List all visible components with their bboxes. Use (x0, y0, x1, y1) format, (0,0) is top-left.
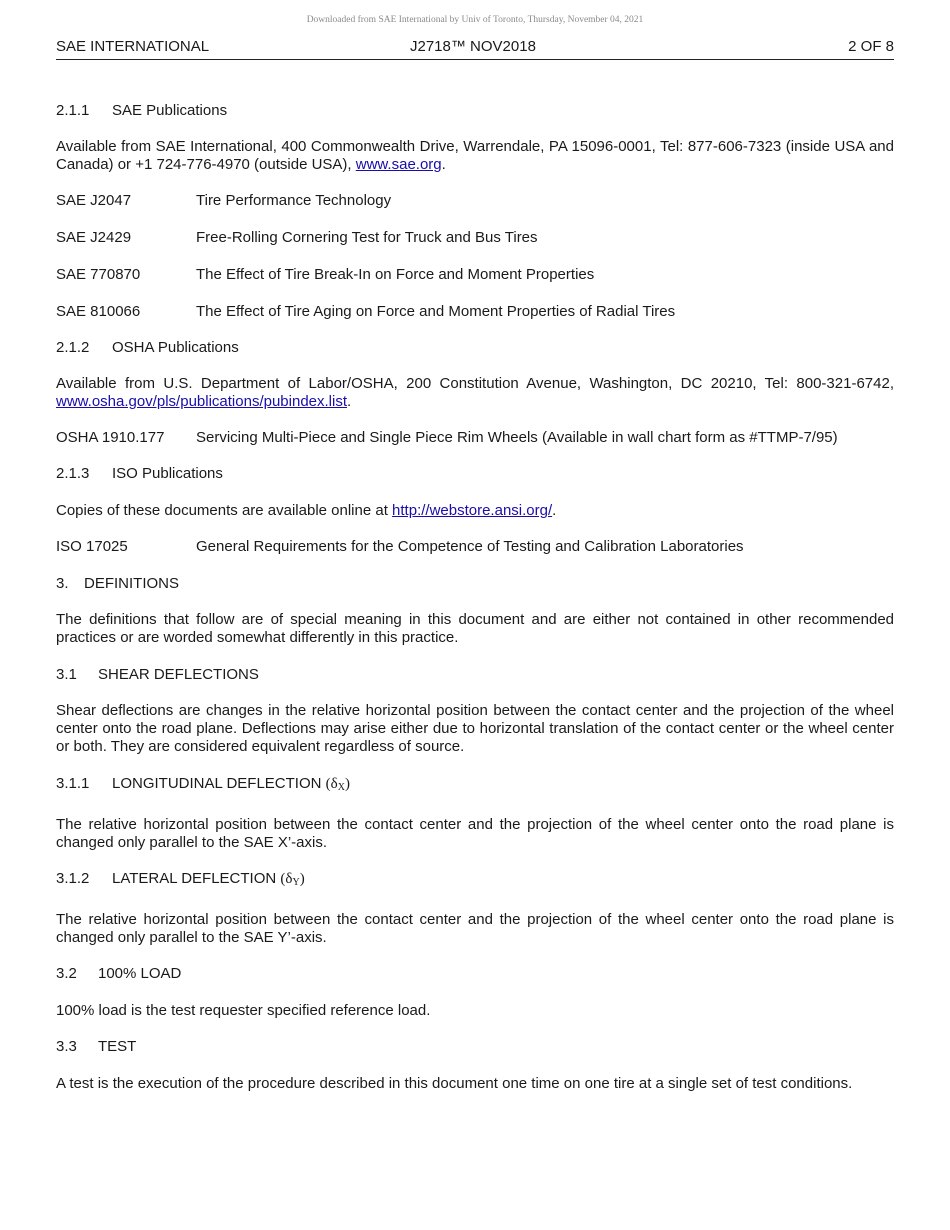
heading-3-1-1: 3.1.1 LONGITUDINAL DEFLECTION $(\delta_X)$ (56, 775, 350, 793)
header-org: SAE INTERNATIONAL (56, 38, 210, 55)
delta-y-symbol: $(\delta_Y)$ (280, 871, 305, 888)
reference-row: ISO 17025 General Requirements for the Competence of Testing and Calibration Laboratories (56, 538, 744, 555)
page-header (56, 38, 894, 60)
definitions-intro-paragraph: The definitions that follow are of special meaning in this document and are either not contained in other recommended practices or are worded somewhat differently in this practice. (56, 611, 894, 646)
reference-row: SAE 810066 The Effect of Tire Aging on Force and Moment Properties of Radial Tires (56, 303, 676, 320)
heading-3-1-2: 3.1.2 LATERAL DEFLECTION $(\delta_Y)$ (56, 870, 305, 888)
reference-row: OSHA 1910.177 Servicing Multi-Piece and Single Piece Rim Wheels (Available in wall chart form as #TTMP-7/95) (56, 429, 838, 446)
download-watermark: Downloaded from SAE International by Univ of Toronto, Thursday, November 04, 2021 (306, 15, 644, 25)
ansi-webstore-link[interactable]: http://webstore.ansi.org/ (392, 502, 553, 519)
reference-row: SAE J2429 Free-Rolling Cornering Test for Truck and Bus Tires (56, 229, 538, 246)
reference-row: SAE J2047 Tire Performance Technology (56, 192, 392, 209)
load-definition-paragraph: 100% load is the test requester specified reference load. (56, 1002, 431, 1019)
delta-x-symbol: $(\delta_X)$ (325, 776, 350, 793)
heading-2-1-2: 2.1.2 OSHA Publications (56, 339, 239, 356)
sae-website-link[interactable]: www.sae.org (355, 156, 442, 173)
osha-availability-paragraph: Available from U.S. Department of Labor/OSHA, 200 Constitution Avenue, Washington, DC 20210, Tel: 800-321-6742, www.osha.gov/pls/publications/pubindex.list. (56, 375, 894, 410)
header-page-number: 2 OF 8 (848, 38, 894, 55)
test-definition-paragraph: A test is the execution of the procedure described in this document one time on one tire at a single set of test conditions. (56, 1075, 853, 1092)
sae-availability-paragraph: Available from SAE International, 400 Commonwealth Drive, Warrendale, PA 15096-0001, Tel: 877-606-7323 (inside USA and Canada) or +1 724-776-4970 (outside USA), www.sae.org. (56, 138, 894, 173)
heading-3-definitions: 3. DEFINITIONS (56, 575, 180, 592)
heading-2-1-1: 2.1.1 SAE Publications (56, 102, 228, 119)
heading-2-1-3: 2.1.3 ISO Publications (56, 465, 223, 482)
iso-availability-paragraph: Copies of these documents are available online at http://webstore.ansi.org/. (56, 502, 557, 519)
shear-deflections-paragraph: Shear deflections are changes in the relative horizontal position between the contact center and the projection of the wheel center onto the road plane. Deflections may arise either due to horizontal translation of the contact center or the wheel center or both. They are considered equivalent regardless of source. (56, 702, 894, 755)
heading-3-3: 3.3 TEST (56, 1038, 137, 1055)
header-doc-id: J2718™ NOV2018 (410, 38, 536, 55)
longitudinal-deflection-paragraph: The relative horizontal position between the contact center and the projection of the wheel center onto the road plane is changed only parallel to the SAE X’-axis. (56, 816, 894, 851)
document-body (56, 102, 894, 1093)
heading-3-2: 3.2 100% LOAD (56, 965, 182, 982)
lateral-deflection-paragraph: The relative horizontal position between the contact center and the projection of the wheel center onto the road plane is changed only parallel to the SAE Y’-axis. (56, 911, 894, 946)
reference-row: SAE 770870 The Effect of Tire Break-In on Force and Moment Properties (56, 266, 595, 283)
heading-3-1: 3.1 SHEAR DEFLECTIONS (56, 666, 259, 683)
osha-publications-link[interactable]: www.osha.gov/pls/publications/pubindex.list (56, 393, 347, 410)
